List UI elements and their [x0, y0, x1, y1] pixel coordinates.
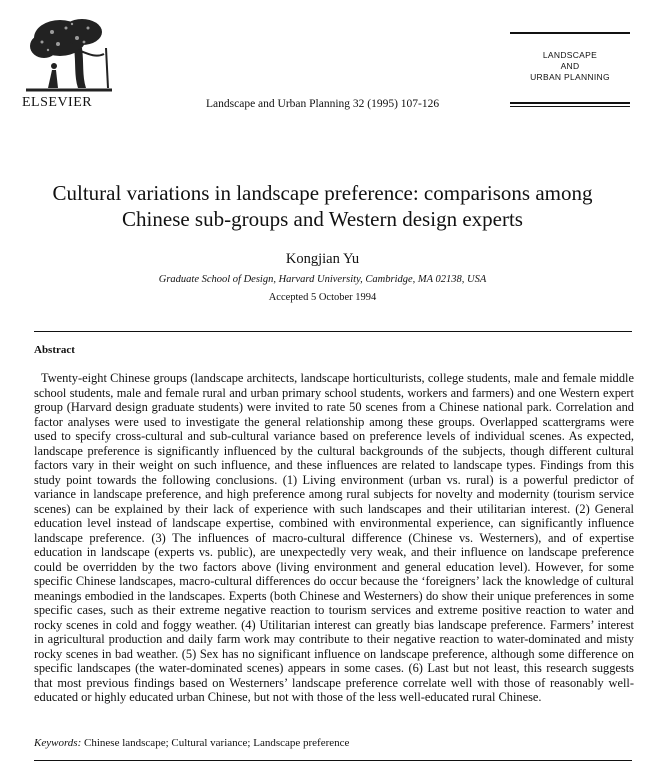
- abstract-heading: Abstract: [34, 344, 75, 356]
- article-title: [10, 180, 635, 232]
- journal-brand: [510, 50, 630, 83]
- author-name: Kongjian Yu: [285, 251, 360, 267]
- keywords-label: Keywords:: [34, 737, 82, 749]
- journal-brand-line: LANDSCAPE: [542, 50, 598, 60]
- journal-citation: Landscape and Urban Planning 32 (1995) 107-126: [206, 98, 440, 110]
- abstract-body: Twenty-eight Chinese groups (landscape architects, landscape horticulturists, college students, male and female middle school students, male and female rural and urban primary school students, workers and farmers) and one Western expert group (Harvard design graduate students) were invited to rate 50 scenes from a Chinese national park. Correlation and factor analyses were used to investigate the general relationship among these groups. Overlapped scattergrams were used to specify cross-cultural and sub-cultural variance based on preference levels of individual scenes. As expected, landscape preference is significantly influenced by the cultural backgrounds of the subjects, though different cultural factors vary in their weight on such influence, and these influences are related to landscape types. Findings from this study point towards the following conclusions. (1) Living environment (urban vs. rural) is a powerful predictor of variance in landscape preference, and high preference among rural subjects for novelty and modernity (tourism service scenes) can be explained by their lack of experience with such landscapes and their utilitarian interest. (2) General education level instead of landscape expertise, combined with environmental experience, can significantly influence landscape preference. (3) The influences of macro-cultural difference (Chinese vs. Westerners), and of expertise education in landscape (experts vs. public), are unexpectedly very weak, and their influence on landscape preference could be overridden by the two factors above (living environment and general education level). However, for some specific Chinese landscapes, macro-cultural differences do occur because the ‘foreigners’ lack the knowledge of cultural meanings embodied in the landscapes. Experts (both Chinese and Westerners) do show their unique preferences in some specific cases, such as their extreme negative reaction to tourism services and extreme positive reaction to water and rocky scenes in cold and foggy weather. (4) Utilitarian interest can greatly bias landscape preference. Farmers’ interest in agricultural production and daily farm work may contribute to their negative reaction to water-dominated and misty rocky scenes in bad weather. (5) Sex has no significant influence on landscape preference, although some difference on specific landscapes (the water-dominated scenes) appears in some cases. (6) Last but not least, this research suggests that most previous findings based on Westerners’ landscape preference correlate well with those of reasonably well-educated or highly educated urban Chinese, but not with those of the less well-educated rural Chinese.: [34, 371, 634, 704]
- elsevier-tree-logo-icon: [22, 18, 116, 94]
- keywords: [34, 737, 349, 749]
- abstract-rule-top: [34, 331, 632, 332]
- accepted-date: Accepted 5 October 1994: [268, 292, 377, 303]
- header-rule-bottom-thin: [510, 106, 630, 107]
- publisher-name: ELSEVIER: [22, 95, 93, 110]
- header-rule-bottom: [510, 102, 630, 104]
- header-rule-top: [510, 32, 630, 34]
- article-title-line: Cultural variations in landscape preference: comparisons among: [52, 181, 593, 205]
- journal-brand-line: AND: [560, 61, 580, 71]
- author-affiliation: Graduate School of Design, Harvard University, Cambridge, MA 02138, USA: [158, 274, 487, 285]
- article-title-line: Chinese sub-groups and Western design experts: [122, 207, 523, 231]
- keywords-list: Chinese landscape; Cultural variance; Landscape preference: [84, 737, 350, 749]
- abstract-rule-bottom: [34, 760, 632, 761]
- journal-brand-line: URBAN PLANNING: [530, 72, 610, 82]
